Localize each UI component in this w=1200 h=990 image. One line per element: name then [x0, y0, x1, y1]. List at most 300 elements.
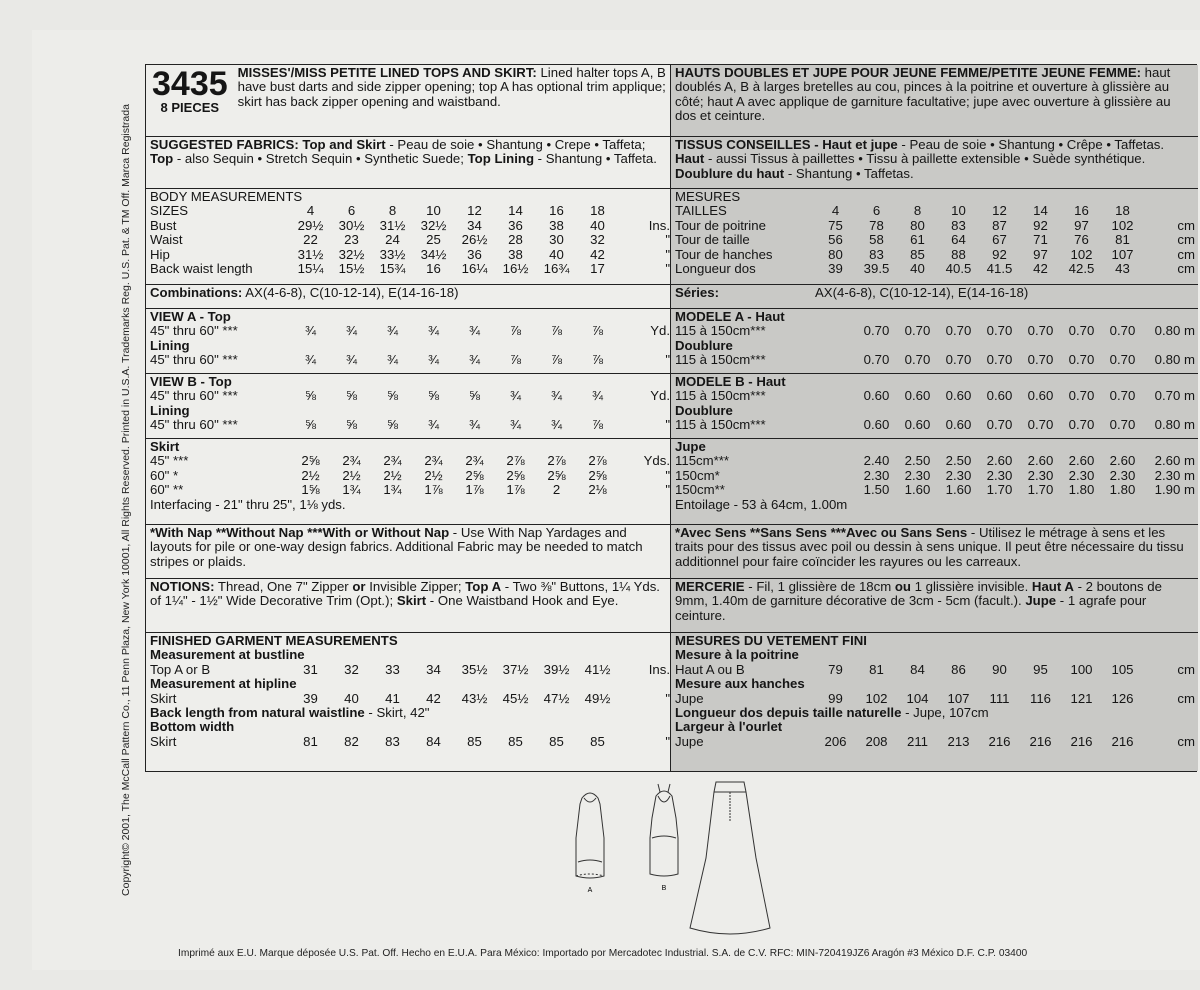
cell-value: 14	[508, 204, 523, 219]
row-label: Bust	[150, 218, 177, 233]
fabrics-lining-label-fr: Doublure du haut	[675, 165, 785, 181]
cell-value: ¾	[428, 353, 439, 368]
row-label: Doublure	[675, 403, 733, 418]
cell-value	[495, 404, 536, 418]
notions-haut-a: Haut A	[1031, 579, 1074, 594]
cell-value: ¾	[387, 324, 398, 339]
row-label: 115 à 150cm***	[675, 324, 766, 339]
view-b-table	[150, 389, 670, 433]
pattern-description-fr: haut doublés A, B à larges bretelles au cou, pinces à la poitrine et ouverture à glissière au côté; haut A avec applique de garniture facultative; jupe avec ouverture à glissière au dos et ceinture.	[675, 65, 1171, 124]
row-label: Lining	[150, 403, 190, 418]
cell-value: 2.30 m	[1154, 468, 1195, 483]
finished-hip-label: Measurement at hipline	[150, 676, 297, 692]
cell-value: 58	[869, 233, 884, 248]
view-b-yardage	[146, 374, 670, 439]
cell-value: 0.70	[904, 324, 931, 339]
cell-value: 2½	[424, 468, 443, 483]
finished-hip-label-fr: Mesure aux hanches	[675, 676, 805, 692]
table-row	[675, 262, 1194, 276]
view-b-table-fr	[675, 389, 1194, 432]
cell-value: 0.70	[1068, 353, 1095, 368]
table-row	[150, 454, 670, 469]
cell-value: 0.70	[1068, 418, 1095, 433]
cell-value: 67	[992, 233, 1007, 248]
cell-value: 85	[549, 734, 564, 749]
cell-value: 23	[344, 233, 359, 248]
row-label: Top A or B	[150, 662, 211, 677]
view-a-title-fr: MODELE A - Haut	[675, 309, 785, 324]
row-label: Hip	[150, 247, 170, 262]
cell-value: 0.60	[863, 389, 890, 404]
cell-value: 0.60	[986, 389, 1013, 404]
suggested-fabrics-en	[146, 137, 670, 189]
cell-value: 2.30	[945, 468, 972, 483]
cell-value: 39	[303, 691, 318, 706]
cell-value	[372, 404, 413, 418]
cell-value: ¾	[428, 324, 439, 339]
skirt-yardage	[146, 439, 670, 525]
finished-bust-row-fr	[675, 663, 1194, 677]
table-row	[150, 734, 670, 749]
fabrics-top-label: Top	[150, 151, 174, 167]
table-row	[150, 233, 670, 248]
row-label: 150cm**	[675, 483, 725, 498]
cell-value: 2.60	[1027, 454, 1054, 469]
cell-value: 31½	[297, 247, 324, 262]
cell-value: 61	[910, 233, 925, 248]
view-a-yardage-fr	[671, 309, 1198, 374]
view-a-table	[150, 324, 670, 368]
row-label: Lining	[150, 338, 190, 353]
cell-value: 1⅞	[506, 483, 525, 498]
cell-value: ¾	[305, 353, 316, 368]
row-label: 45" thru 60" ***	[150, 389, 238, 404]
cell-value: 2⅞	[547, 454, 566, 469]
row-label: Doublure	[675, 338, 733, 353]
skirt-yardage-fr	[671, 439, 1198, 525]
cell-value: 17	[590, 261, 605, 276]
cell-value: 16¾	[543, 261, 570, 276]
cell-value: 92	[1033, 218, 1048, 233]
cell-value: 2.30	[986, 468, 1013, 483]
copyright-sidebar	[108, 60, 144, 940]
cell-value: "	[665, 483, 670, 498]
cell-value: 2.40	[863, 454, 890, 469]
cell-value: 25	[426, 233, 441, 248]
notions-top-a: Top A	[465, 579, 502, 594]
cell-value: 2⅞	[588, 454, 607, 469]
cell-value: 31	[303, 662, 318, 677]
row-label: Waist	[150, 233, 183, 248]
cell-value: "	[665, 468, 670, 483]
cell-value: 10	[426, 204, 441, 219]
cell-value: 30½	[338, 218, 365, 233]
cell-value: 2½	[383, 468, 402, 483]
table-row	[675, 353, 1194, 367]
cell-value: 2¾	[424, 454, 443, 469]
cell-value: 40	[549, 247, 564, 262]
cell-value: 81	[303, 734, 318, 749]
chart-frame	[145, 64, 1197, 772]
cell-value: 42	[1033, 261, 1048, 276]
row-label: Back waist length	[150, 261, 253, 276]
cell-value: 34	[426, 662, 441, 677]
cell-value: 2.30	[1109, 468, 1136, 483]
fabrics-top-label-fr: Haut	[675, 151, 705, 167]
table-row	[150, 353, 670, 368]
combinations-label: Combinations:	[150, 285, 243, 300]
finished-bust-label: Measurement at bustline	[150, 647, 305, 663]
cell-value: ⅞	[592, 324, 603, 339]
notions-en	[146, 579, 670, 633]
cell-value	[815, 339, 856, 353]
notions-jupe: Jupe	[1025, 593, 1057, 609]
cell-value: 6	[872, 204, 881, 219]
combinations-value: AX(4-6-8), C(10-12-14), E(14-16-18)	[242, 285, 459, 300]
cell-value: 36	[508, 218, 523, 233]
table-row	[150, 418, 670, 433]
cell-value: 80	[828, 247, 843, 262]
notions-text: Invisible Zipper;	[365, 579, 466, 594]
cell-value	[815, 418, 856, 432]
cell-value: 2½	[342, 468, 361, 483]
cell-value: 2.60	[1068, 454, 1095, 469]
row-label: 115cm***	[675, 454, 729, 469]
sketch-skirt	[690, 782, 770, 934]
pattern-number: 3435	[152, 65, 228, 103]
view-b-title: VIEW B - Top	[150, 374, 232, 389]
nap-heading: *With Nap **Without Nap ***With or Without Nap	[150, 525, 450, 540]
fabrics-text-fr: - aussi Tissus à paillettes • Tissu à paillette extensible • Suède synthétique.	[704, 151, 1146, 167]
cell-value: 1⅝	[301, 483, 320, 498]
cell-value: 16	[426, 261, 441, 276]
cell-value: 40	[590, 218, 605, 233]
table-row	[675, 483, 1194, 497]
finished-hip-row	[150, 691, 670, 706]
cell-value: 14	[1033, 204, 1048, 219]
table-row	[150, 662, 670, 677]
finished-measurements-en	[146, 633, 670, 771]
sketch-view-b	[650, 784, 678, 876]
pattern-description-en: Lined halter tops A, B have bust darts and side zipper opening; top A has optional trim applique; skirt has back zipper opening and waistband.	[237, 65, 666, 109]
notions-heading: NOTIONS:	[150, 579, 215, 594]
cell-value: 2.60 m	[1154, 454, 1195, 469]
cell-value	[1143, 404, 1195, 418]
cell-value: 0.70	[945, 353, 972, 368]
pattern-pieces: 8 PIECES	[160, 100, 220, 115]
cell-value: ¾	[551, 418, 562, 433]
finished-back-value-fr: - Jupe, 107cm	[901, 705, 989, 720]
notions-text-fr: - Fil, 1 glissière de 18cm	[744, 579, 895, 594]
cell-value: 87	[992, 218, 1007, 233]
cell-value: 32½	[338, 247, 365, 262]
row-label: Jupe	[675, 734, 704, 749]
cell-value: 97	[1033, 247, 1048, 262]
cell-value: 0.80 m	[1154, 324, 1195, 339]
cell-value: cm	[1177, 233, 1195, 248]
cell-value	[938, 404, 979, 418]
cell-value: 16	[1074, 204, 1089, 219]
cell-value: ⅝	[305, 418, 316, 433]
cell-value	[577, 404, 618, 418]
skirt-interfacing: Interfacing - 21" thru 25", 1⅛ yds.	[150, 496, 346, 512]
cell-value: 39½	[543, 662, 570, 677]
fabrics-text: - Peau de soie • Shantung • Crepe • Taffeta;	[385, 137, 646, 152]
cell-value	[331, 339, 372, 353]
cell-value: 0.70	[1068, 324, 1095, 339]
cell-value: 2.60	[1109, 454, 1136, 469]
cell-value: cm	[1177, 734, 1195, 749]
cell-value: 102	[1070, 247, 1093, 262]
cell-value	[815, 469, 856, 483]
cell-value	[1020, 404, 1061, 418]
skirt-title: Skirt	[150, 439, 180, 454]
cell-value: 8	[913, 204, 922, 219]
finished-back-label: Back length from natural waistline	[150, 705, 365, 720]
cell-value: 206	[824, 734, 847, 749]
cell-value	[897, 339, 938, 353]
row-label: 60" **	[150, 483, 184, 498]
row-label: 115 à 150cm***	[675, 418, 766, 433]
cell-value: 1.80	[1068, 483, 1095, 498]
cell-value: 35½	[461, 662, 488, 677]
fabrics-text-fr: - Shantung • Taffetas.	[784, 165, 914, 181]
pattern-header	[146, 65, 670, 137]
fabrics-lining-label: Top Lining	[467, 151, 534, 167]
cell-value: "	[665, 353, 670, 368]
copyright-text: Copyright© 2001, The McCall Pattern Co., 11 Penn Plaza, New York 10001, All Rights Reserved. Printed in U.S.A. Trademarks Reg. U.S. Pat. & TM Off. Marca Registrada	[120, 104, 132, 896]
cell-value: 2.50	[904, 454, 931, 469]
cell-value: ¾	[469, 353, 480, 368]
finished-bottom-row-fr	[675, 735, 1194, 749]
cell-value: 26½	[461, 233, 488, 248]
cell-value	[856, 404, 897, 418]
cell-value: 40.5	[945, 261, 972, 276]
cell-value: 2⅝	[301, 454, 320, 469]
table-row	[150, 324, 670, 339]
cell-value: 12	[992, 204, 1007, 219]
notions-heading-fr: MERCERIE	[675, 579, 745, 594]
cell-value: ¾	[305, 324, 316, 339]
combinations-label-fr: Séries:	[675, 285, 719, 300]
fabrics-text: - also Sequin • Stretch Sequin • Synthetic Suede;	[173, 151, 468, 167]
cell-value: ¾	[510, 418, 521, 433]
fabrics-heading-fr: TISSUS CONSEILLES - Haut et jupe	[675, 137, 898, 152]
sketch-view-a	[576, 793, 604, 878]
cell-value: "	[665, 261, 670, 276]
cell-value: 2⅝	[465, 468, 484, 483]
cell-value: 30	[549, 233, 564, 248]
cell-value: 107	[947, 691, 970, 706]
cell-value: 33½	[379, 247, 406, 262]
row-label: 45" thru 60" ***	[150, 353, 238, 368]
cell-value: 85	[910, 247, 925, 262]
row-label: Longueur dos	[675, 261, 756, 276]
cell-value: 24	[385, 233, 400, 248]
row-label: Jupe	[675, 691, 704, 706]
cell-value: 2¾	[465, 454, 484, 469]
notions-or: or	[352, 579, 366, 594]
row-label: 60" *	[150, 468, 179, 483]
cell-value: 15½	[338, 261, 365, 276]
row-label: Skirt	[150, 691, 177, 706]
cell-value: 92	[992, 247, 1007, 262]
cell-value: cm	[1177, 691, 1195, 706]
nap-heading-fr: *Avec Sens **Sans Sens ***Avec ou Sans Sens	[675, 525, 968, 540]
cell-value: 0.70	[1109, 389, 1136, 404]
cell-value: ¾	[346, 324, 357, 339]
cell-value: 2.30	[1068, 468, 1095, 483]
cell-value: 0.70	[1027, 418, 1054, 433]
finished-measurements-fr	[671, 633, 1198, 771]
cell-value	[495, 339, 536, 353]
cell-value: 0.70	[1027, 353, 1054, 368]
cell-value: 40	[344, 691, 359, 706]
row-label: 45" thru 60" ***	[150, 324, 238, 339]
cell-value	[290, 404, 331, 418]
body-measurements-title: BODY MEASUREMENTS	[150, 189, 303, 204]
table-row	[675, 692, 1194, 706]
cell-value: 2⅝	[506, 468, 525, 483]
cell-value: 29½	[297, 218, 324, 233]
cell-value: ¾	[551, 389, 562, 404]
cell-value: 0.70	[1109, 353, 1136, 368]
cell-value: 2.60	[986, 454, 1013, 469]
table-row	[675, 248, 1194, 262]
cell-value: 2¾	[342, 454, 361, 469]
body-measurements-fr	[671, 189, 1198, 285]
cell-value	[290, 339, 331, 353]
table-row	[150, 204, 666, 218]
cell-value: 88	[951, 247, 966, 262]
finished-back-label-fr: Longueur dos depuis taille naturelle	[675, 705, 902, 720]
cell-value	[815, 389, 856, 403]
cell-value: ⅝	[469, 389, 480, 404]
cell-value: 0.80 m	[1154, 418, 1195, 433]
cell-value: 6	[347, 204, 356, 219]
cell-value: 0.60	[945, 418, 972, 433]
cell-value: 0.80 m	[1154, 353, 1195, 368]
cell-value: 1.80	[1109, 483, 1136, 498]
cell-value	[618, 339, 670, 353]
cell-value: 102	[865, 691, 888, 706]
cell-value: cm	[1177, 261, 1195, 276]
cell-value: 2	[552, 483, 561, 498]
cell-value: 81	[1115, 233, 1130, 248]
cell-value: 1.60	[945, 483, 972, 498]
cell-value: 116	[1029, 691, 1052, 706]
cell-value: 34	[467, 218, 482, 233]
cell-value	[536, 404, 577, 418]
cell-value	[372, 339, 413, 353]
cell-value: 211	[906, 734, 929, 749]
cell-value: Ins.	[648, 662, 670, 677]
nap-text-fr: - Utilisez le métrage à sens et les traits pour des tissus avec poil ou dessin à sens unique. Il peut être nécessaire du tissu additionnel pour faire coïncider les rayures ou les carreaux.	[675, 525, 1184, 569]
table-row	[150, 218, 670, 233]
cell-value: 121	[1070, 691, 1093, 706]
cell-value: 1¾	[342, 483, 361, 498]
cell-value: 85	[467, 734, 482, 749]
cell-value: 0.70	[904, 353, 931, 368]
cell-value: 216	[1111, 734, 1134, 749]
cell-value: 0.70	[1109, 418, 1136, 433]
cell-value: 42.5	[1068, 261, 1095, 276]
cell-value: ⅝	[387, 418, 398, 433]
cell-value: 0.70	[1109, 324, 1136, 339]
cell-value	[536, 339, 577, 353]
cell-value	[454, 339, 495, 353]
cell-value: 42	[590, 247, 605, 262]
notions-text-fr: - 2 boutons de 9mm, 1.40m de garniture décorative de 3cm - 5cm (facult.).	[675, 579, 1162, 609]
skirt-title-fr: Jupe	[675, 439, 706, 454]
cell-value: "	[665, 691, 670, 706]
table-row	[675, 324, 1194, 338]
row-label: 45" thru 60" ***	[150, 418, 238, 433]
cell-value: 0.70	[863, 324, 890, 339]
cell-value: 2.30	[863, 468, 890, 483]
table-row	[675, 339, 1194, 353]
cell-value: 42	[426, 691, 441, 706]
row-label: SIZES	[150, 204, 189, 219]
cell-value: 2.50	[945, 454, 972, 469]
body-measurements-table	[150, 204, 670, 276]
cell-value: 0.70	[945, 324, 972, 339]
cell-value: 0.60	[904, 389, 931, 404]
notions-ou: ou	[894, 579, 911, 594]
table-row	[675, 454, 1194, 468]
cell-value	[454, 404, 495, 418]
cell-value: 100	[1070, 662, 1093, 677]
notions-text: - One Waistband Hook and Eye.	[426, 593, 619, 609]
nap-note-en	[146, 525, 670, 579]
cell-value: ⅝	[428, 389, 439, 404]
notions-fr	[671, 579, 1198, 633]
cell-value: 82	[344, 734, 359, 749]
sketch-label-b: B	[661, 885, 667, 892]
pattern-title-fr: HAUTS DOUBLES ET JUPE POUR JEUNE FEMME/PETITE JEUNE FEMME:	[675, 65, 1142, 80]
cell-value: 40	[910, 261, 925, 276]
cell-value: 0.70	[1068, 389, 1095, 404]
table-row	[675, 663, 1194, 677]
cell-value: ¾	[592, 389, 603, 404]
cell-value: 216	[988, 734, 1011, 749]
cell-value	[979, 404, 1020, 418]
cell-value: 216	[1070, 734, 1093, 749]
cell-value: 12	[467, 204, 482, 219]
cell-value	[1143, 339, 1195, 353]
cell-value	[331, 404, 372, 418]
cell-value	[815, 353, 856, 367]
cell-value: 126	[1111, 691, 1134, 706]
cell-value: 36	[467, 247, 482, 262]
cell-value	[1020, 339, 1061, 353]
finished-back-value: - Skirt, 42"	[364, 705, 430, 720]
cell-value: 38	[549, 218, 564, 233]
table-row	[675, 204, 1194, 218]
cell-value: 0.60	[904, 418, 931, 433]
cell-value	[1061, 339, 1102, 353]
cell-value: 2.30	[904, 468, 931, 483]
cell-value: ¾	[346, 353, 357, 368]
cell-value: 18	[590, 204, 605, 219]
view-a-table-fr	[675, 324, 1194, 367]
cell-value	[815, 324, 856, 338]
cell-value	[1102, 339, 1143, 353]
cell-value: 15¾	[379, 261, 406, 276]
notions-text-fr: 1 glissière invisible.	[910, 579, 1032, 594]
table-row	[675, 735, 1194, 749]
row-label: Skirt	[150, 734, 177, 749]
